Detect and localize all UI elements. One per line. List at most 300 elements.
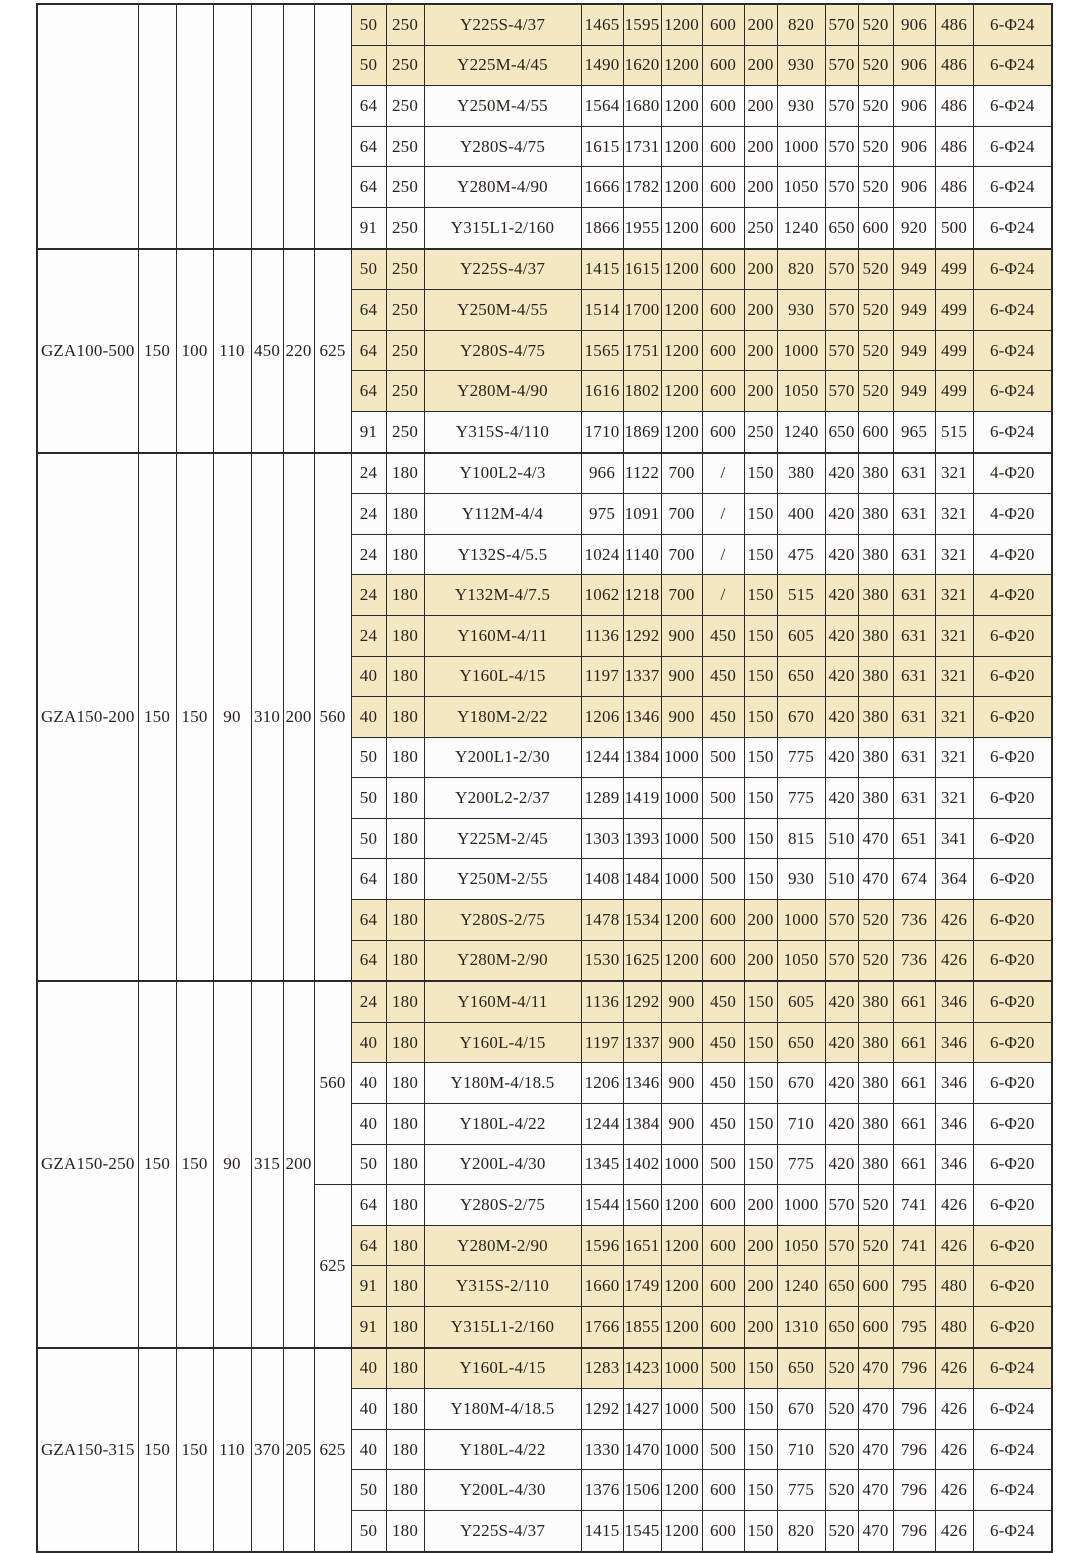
head-cell: 180 — [386, 737, 424, 778]
value-cell: 631 — [893, 494, 935, 535]
motor-cell: Y315S-2/110 — [424, 1266, 581, 1307]
value-cell: 631 — [893, 656, 935, 697]
head-cell: 180 — [386, 494, 424, 535]
motor-cell: Y315L1-2/160 — [424, 207, 581, 248]
bolt-cell: 6-Φ24 — [973, 1389, 1052, 1430]
value-cell: 426 — [935, 1185, 973, 1226]
motor-cell: Y280S-2/75 — [424, 1185, 581, 1226]
bolt-cell: 6-Φ20 — [973, 656, 1052, 697]
value-cell: 1731 — [623, 126, 661, 167]
bolt-cell: 4-Φ20 — [973, 494, 1052, 535]
spec-table-body — [37, 4, 1052, 1552]
value-cell: 700 — [661, 494, 702, 535]
value-cell: 150 — [744, 1429, 777, 1470]
value-cell: 1200 — [661, 126, 702, 167]
motor-cell: Y180L-4/22 — [424, 1104, 581, 1145]
table-row — [37, 981, 1052, 1022]
value-cell: 1292 — [623, 981, 661, 1022]
value-cell: / — [702, 534, 744, 575]
head-cell: 180 — [386, 981, 424, 1022]
bolt-cell: 6-Φ24 — [973, 371, 1052, 412]
value-cell: 499 — [935, 371, 973, 412]
value-cell: 486 — [935, 86, 973, 127]
value-cell: 1616 — [581, 371, 623, 412]
dim-cell: 560 — [314, 981, 351, 1184]
value-cell: 1050 — [777, 371, 825, 412]
dim-cell: 100 — [176, 249, 213, 453]
value-cell: 475 — [777, 534, 825, 575]
value-cell: 1484 — [623, 859, 661, 900]
dim-cell: 150 — [176, 981, 213, 1347]
value-cell: 1206 — [581, 697, 623, 738]
value-cell: 600 — [702, 1470, 744, 1511]
value-cell: 1240 — [777, 207, 825, 248]
head-cell: 250 — [386, 290, 424, 331]
value-cell: 670 — [777, 697, 825, 738]
value-cell: 600 — [702, 1510, 744, 1551]
value-cell: 736 — [893, 900, 935, 941]
value-cell: 1660 — [581, 1266, 623, 1307]
value-cell: 515 — [777, 575, 825, 616]
bolt-cell: 6-Φ24 — [973, 45, 1052, 86]
value-cell: 570 — [825, 167, 858, 208]
value-cell: 1749 — [623, 1266, 661, 1307]
flow-cell: 24 — [351, 453, 386, 494]
value-cell: 1620 — [623, 45, 661, 86]
value-cell: 570 — [825, 249, 858, 290]
value-cell: 420 — [825, 1022, 858, 1063]
value-cell: 631 — [893, 737, 935, 778]
model-cell: GZA150-315 — [37, 1348, 138, 1552]
value-cell: 150 — [744, 818, 777, 859]
head-cell: 180 — [386, 534, 424, 575]
dim-cell: 205 — [283, 1348, 314, 1552]
value-cell: 650 — [777, 656, 825, 697]
value-cell: 600 — [702, 249, 744, 290]
motor-cell: Y280S-4/75 — [424, 330, 581, 371]
value-cell: 470 — [858, 1389, 893, 1430]
head-cell: 180 — [386, 1225, 424, 1266]
value-cell: 420 — [825, 1144, 858, 1185]
value-cell: 775 — [777, 1144, 825, 1185]
flow-cell: 50 — [351, 45, 386, 86]
value-cell: 650 — [777, 1348, 825, 1389]
value-cell: 1091 — [623, 494, 661, 535]
bolt-cell: 6-Φ20 — [973, 1022, 1052, 1063]
value-cell: 600 — [858, 411, 893, 452]
dim-cell: 625 — [314, 1348, 351, 1552]
bolt-cell: 6-Φ20 — [973, 1104, 1052, 1145]
value-cell: 900 — [661, 1104, 702, 1145]
value-cell: 775 — [777, 778, 825, 819]
value-cell: 520 — [858, 249, 893, 290]
flow-cell: 24 — [351, 575, 386, 616]
value-cell: 670 — [777, 1389, 825, 1430]
bolt-cell: 6-Φ20 — [973, 1185, 1052, 1226]
motor-cell: Y160M-4/11 — [424, 615, 581, 656]
value-cell: 1200 — [661, 330, 702, 371]
value-cell: 600 — [702, 1307, 744, 1348]
value-cell: 1000 — [661, 737, 702, 778]
head-cell: 250 — [386, 207, 424, 248]
value-cell: 520 — [858, 167, 893, 208]
value-cell: 1200 — [661, 1266, 702, 1307]
value-cell: 1200 — [661, 1510, 702, 1551]
bolt-cell: 6-Φ24 — [973, 1470, 1052, 1511]
motor-cell: Y200L-4/30 — [424, 1470, 581, 1511]
value-cell: 346 — [935, 1022, 973, 1063]
value-cell: 900 — [661, 981, 702, 1022]
value-cell: 346 — [935, 981, 973, 1022]
value-cell: 1384 — [623, 737, 661, 778]
value-cell: 661 — [893, 981, 935, 1022]
value-cell: 150 — [744, 1389, 777, 1430]
value-cell: 426 — [935, 1225, 973, 1266]
value-cell: 1050 — [777, 167, 825, 208]
value-cell: 930 — [777, 45, 825, 86]
value-cell: 1200 — [661, 1470, 702, 1511]
value-cell: 420 — [825, 453, 858, 494]
flow-cell: 64 — [351, 371, 386, 412]
value-cell: 710 — [777, 1104, 825, 1145]
bolt-cell: 6-Φ24 — [973, 4, 1052, 45]
model-cell — [37, 4, 138, 249]
value-cell: 600 — [702, 45, 744, 86]
motor-cell: Y160L-4/15 — [424, 1348, 581, 1389]
dim-cell: 370 — [251, 1348, 283, 1552]
value-cell: 200 — [744, 167, 777, 208]
value-cell: 741 — [893, 1225, 935, 1266]
value-cell: 1000 — [777, 1185, 825, 1226]
value-cell: 600 — [702, 940, 744, 981]
bolt-cell: 6-Φ20 — [973, 940, 1052, 981]
head-cell: 250 — [386, 167, 424, 208]
flow-cell: 91 — [351, 1307, 386, 1348]
value-cell: 500 — [702, 1429, 744, 1470]
value-cell: 1415 — [581, 1510, 623, 1551]
value-cell: 1122 — [623, 453, 661, 494]
value-cell: 1000 — [661, 778, 702, 819]
value-cell: 520 — [858, 330, 893, 371]
value-cell: 605 — [777, 981, 825, 1022]
value-cell: 600 — [702, 167, 744, 208]
value-cell: 600 — [702, 207, 744, 248]
value-cell: 1402 — [623, 1144, 661, 1185]
bolt-cell: 6-Φ24 — [973, 86, 1052, 127]
value-cell: 200 — [744, 330, 777, 371]
motor-cell: Y200L1-2/30 — [424, 737, 581, 778]
value-cell: 520 — [825, 1348, 858, 1389]
bolt-cell: 6-Φ24 — [973, 126, 1052, 167]
value-cell: 1310 — [777, 1307, 825, 1348]
value-cell: / — [702, 453, 744, 494]
head-cell: 180 — [386, 1307, 424, 1348]
value-cell: 426 — [935, 1510, 973, 1551]
bolt-cell: 4-Φ20 — [973, 453, 1052, 494]
value-cell: 150 — [744, 1144, 777, 1185]
value-cell: 380 — [858, 656, 893, 697]
head-cell: 250 — [386, 411, 424, 452]
value-cell: 570 — [825, 126, 858, 167]
value-cell: 380 — [858, 1063, 893, 1104]
head-cell: 180 — [386, 1063, 424, 1104]
value-cell: 1289 — [581, 778, 623, 819]
value-cell: 1303 — [581, 818, 623, 859]
value-cell: 651 — [893, 818, 935, 859]
value-cell: 150 — [744, 656, 777, 697]
value-cell: 450 — [702, 1063, 744, 1104]
motor-cell: Y132S-4/5.5 — [424, 534, 581, 575]
value-cell: 600 — [858, 207, 893, 248]
value-cell: 570 — [825, 1225, 858, 1266]
value-cell: 1000 — [777, 900, 825, 941]
value-cell: 520 — [825, 1510, 858, 1551]
value-cell: 520 — [858, 371, 893, 412]
motor-cell: Y180L-4/22 — [424, 1429, 581, 1470]
flow-cell: 50 — [351, 818, 386, 859]
value-cell: 1200 — [661, 900, 702, 941]
bolt-cell: 6-Φ20 — [973, 1225, 1052, 1266]
value-cell: 450 — [702, 697, 744, 738]
value-cell: 520 — [858, 1225, 893, 1266]
value-cell: 966 — [581, 453, 623, 494]
flow-cell: 64 — [351, 330, 386, 371]
value-cell: 930 — [777, 86, 825, 127]
value-cell: 900 — [661, 1063, 702, 1104]
motor-cell: Y180M-4/18.5 — [424, 1063, 581, 1104]
value-cell: 321 — [935, 575, 973, 616]
value-cell: 775 — [777, 1470, 825, 1511]
bolt-cell: 4-Φ20 — [973, 534, 1052, 575]
value-cell: 1200 — [661, 371, 702, 412]
value-cell: 1802 — [623, 371, 661, 412]
value-cell: 1000 — [661, 1144, 702, 1185]
value-cell: 900 — [661, 1022, 702, 1063]
flow-cell: 40 — [351, 1063, 386, 1104]
flow-cell: 50 — [351, 1144, 386, 1185]
value-cell: 1200 — [661, 86, 702, 127]
value-cell: 949 — [893, 330, 935, 371]
motor-cell: Y280S-2/75 — [424, 900, 581, 941]
flow-cell: 64 — [351, 940, 386, 981]
value-cell: 200 — [744, 900, 777, 941]
value-cell: 1465 — [581, 4, 623, 45]
value-cell: 796 — [893, 1510, 935, 1551]
value-cell: 650 — [825, 411, 858, 452]
value-cell: 470 — [858, 1470, 893, 1511]
value-cell: / — [702, 575, 744, 616]
value-cell: 1625 — [623, 940, 661, 981]
flow-cell: 64 — [351, 900, 386, 941]
value-cell: 480 — [935, 1266, 973, 1307]
value-cell: 426 — [935, 1470, 973, 1511]
value-cell: 906 — [893, 126, 935, 167]
value-cell: 1000 — [777, 330, 825, 371]
value-cell: 1000 — [661, 859, 702, 900]
value-cell: 321 — [935, 697, 973, 738]
flow-cell: 50 — [351, 1470, 386, 1511]
dim-cell: 110 — [213, 1348, 251, 1552]
value-cell: 1337 — [623, 656, 661, 697]
flow-cell: 50 — [351, 249, 386, 290]
dim-cell: 90 — [213, 453, 251, 982]
motor-cell: Y250M-4/55 — [424, 86, 581, 127]
value-cell: 1544 — [581, 1185, 623, 1226]
value-cell: 200 — [744, 45, 777, 86]
value-cell: 1346 — [623, 697, 661, 738]
value-cell: 450 — [702, 656, 744, 697]
bolt-cell: 6-Φ24 — [973, 167, 1052, 208]
value-cell: 150 — [744, 737, 777, 778]
value-cell: 420 — [825, 1104, 858, 1145]
value-cell: 1514 — [581, 290, 623, 331]
value-cell: 1050 — [777, 1225, 825, 1266]
value-cell: 600 — [702, 126, 744, 167]
value-cell: 150 — [744, 1510, 777, 1551]
value-cell: 321 — [935, 494, 973, 535]
value-cell: 510 — [825, 859, 858, 900]
head-cell: 180 — [386, 778, 424, 819]
motor-cell: Y132M-4/7.5 — [424, 575, 581, 616]
bolt-cell: 6-Φ24 — [973, 330, 1052, 371]
value-cell: 1346 — [623, 1063, 661, 1104]
dim-cell — [251, 4, 283, 249]
flow-cell: 40 — [351, 656, 386, 697]
value-cell: 900 — [661, 615, 702, 656]
value-cell: 420 — [825, 656, 858, 697]
motor-cell: Y280M-4/90 — [424, 167, 581, 208]
value-cell: 600 — [858, 1307, 893, 1348]
head-cell: 250 — [386, 371, 424, 412]
value-cell: 975 — [581, 494, 623, 535]
value-cell: 1244 — [581, 737, 623, 778]
value-cell: 520 — [858, 126, 893, 167]
value-cell: 1866 — [581, 207, 623, 248]
flow-cell: 40 — [351, 1389, 386, 1430]
dim-cell: 450 — [251, 249, 283, 453]
motor-cell: Y160L-4/15 — [424, 656, 581, 697]
value-cell: 600 — [702, 86, 744, 127]
value-cell: 1766 — [581, 1307, 623, 1348]
value-cell: 486 — [935, 167, 973, 208]
bolt-cell: 6-Φ20 — [973, 737, 1052, 778]
bolt-cell: 6-Φ20 — [973, 818, 1052, 859]
bolt-cell: 6-Φ20 — [973, 778, 1052, 819]
value-cell: 1415 — [581, 249, 623, 290]
value-cell: 795 — [893, 1266, 935, 1307]
value-cell: 520 — [858, 4, 893, 45]
value-cell: 1283 — [581, 1348, 623, 1389]
head-cell: 180 — [386, 940, 424, 981]
value-cell: 380 — [777, 453, 825, 494]
value-cell: 486 — [935, 4, 973, 45]
value-cell: 1408 — [581, 859, 623, 900]
value-cell: 796 — [893, 1348, 935, 1389]
dim-cell: 150 — [138, 249, 176, 453]
value-cell: 796 — [893, 1429, 935, 1470]
value-cell: 470 — [858, 859, 893, 900]
value-cell: 499 — [935, 249, 973, 290]
value-cell: 820 — [777, 1510, 825, 1551]
value-cell: 1240 — [777, 411, 825, 452]
value-cell: 1782 — [623, 167, 661, 208]
value-cell: 1530 — [581, 940, 623, 981]
value-cell: 200 — [744, 4, 777, 45]
value-cell: 906 — [893, 45, 935, 86]
value-cell: 150 — [744, 494, 777, 535]
motor-cell: Y315L1-2/160 — [424, 1307, 581, 1348]
value-cell: 420 — [825, 1063, 858, 1104]
value-cell: 570 — [825, 940, 858, 981]
value-cell: 420 — [825, 575, 858, 616]
bolt-cell: 6-Φ24 — [973, 290, 1052, 331]
value-cell: 1490 — [581, 45, 623, 86]
value-cell: 1197 — [581, 1022, 623, 1063]
value-cell: 1565 — [581, 330, 623, 371]
value-cell: 1506 — [623, 1470, 661, 1511]
flow-cell: 64 — [351, 167, 386, 208]
value-cell: 930 — [777, 859, 825, 900]
head-cell: 180 — [386, 1022, 424, 1063]
motor-cell: Y250M-4/55 — [424, 290, 581, 331]
value-cell: 900 — [661, 656, 702, 697]
value-cell: 736 — [893, 940, 935, 981]
dim-cell: 625 — [314, 1185, 351, 1348]
head-cell: 180 — [386, 859, 424, 900]
value-cell: 420 — [825, 494, 858, 535]
value-cell: 450 — [702, 1104, 744, 1145]
bolt-cell: 6-Φ24 — [973, 411, 1052, 452]
motor-cell: Y225M-2/45 — [424, 818, 581, 859]
value-cell: 674 — [893, 859, 935, 900]
value-cell: 1470 — [623, 1429, 661, 1470]
dim-cell: 90 — [213, 981, 251, 1347]
motor-cell: Y280M-2/90 — [424, 1225, 581, 1266]
value-cell: 600 — [858, 1266, 893, 1307]
value-cell: 570 — [825, 1185, 858, 1226]
head-cell: 180 — [386, 900, 424, 941]
value-cell: 1478 — [581, 900, 623, 941]
bolt-cell: 6-Φ20 — [973, 981, 1052, 1022]
motor-cell: Y200L-4/30 — [424, 1144, 581, 1185]
value-cell: 600 — [702, 1185, 744, 1226]
head-cell: 180 — [386, 1185, 424, 1226]
value-cell: 420 — [825, 737, 858, 778]
value-cell: 1140 — [623, 534, 661, 575]
value-cell: 796 — [893, 1470, 935, 1511]
value-cell: 1000 — [661, 818, 702, 859]
value-cell: 631 — [893, 778, 935, 819]
flow-cell: 91 — [351, 1266, 386, 1307]
value-cell: 900 — [661, 697, 702, 738]
value-cell: 670 — [777, 1063, 825, 1104]
head-cell: 250 — [386, 45, 424, 86]
value-cell: 1200 — [661, 1225, 702, 1266]
flow-cell: 40 — [351, 1348, 386, 1389]
value-cell: 775 — [777, 737, 825, 778]
value-cell: 1666 — [581, 167, 623, 208]
value-cell: 906 — [893, 4, 935, 45]
motor-cell: Y225S-4/37 — [424, 4, 581, 45]
dim-cell: 150 — [176, 453, 213, 982]
value-cell: 520 — [858, 290, 893, 331]
bolt-cell: 6-Φ24 — [973, 207, 1052, 248]
flow-cell: 50 — [351, 1510, 386, 1551]
value-cell: 906 — [893, 86, 935, 127]
value-cell: 520 — [858, 86, 893, 127]
value-cell: 600 — [702, 4, 744, 45]
value-cell: 700 — [661, 453, 702, 494]
